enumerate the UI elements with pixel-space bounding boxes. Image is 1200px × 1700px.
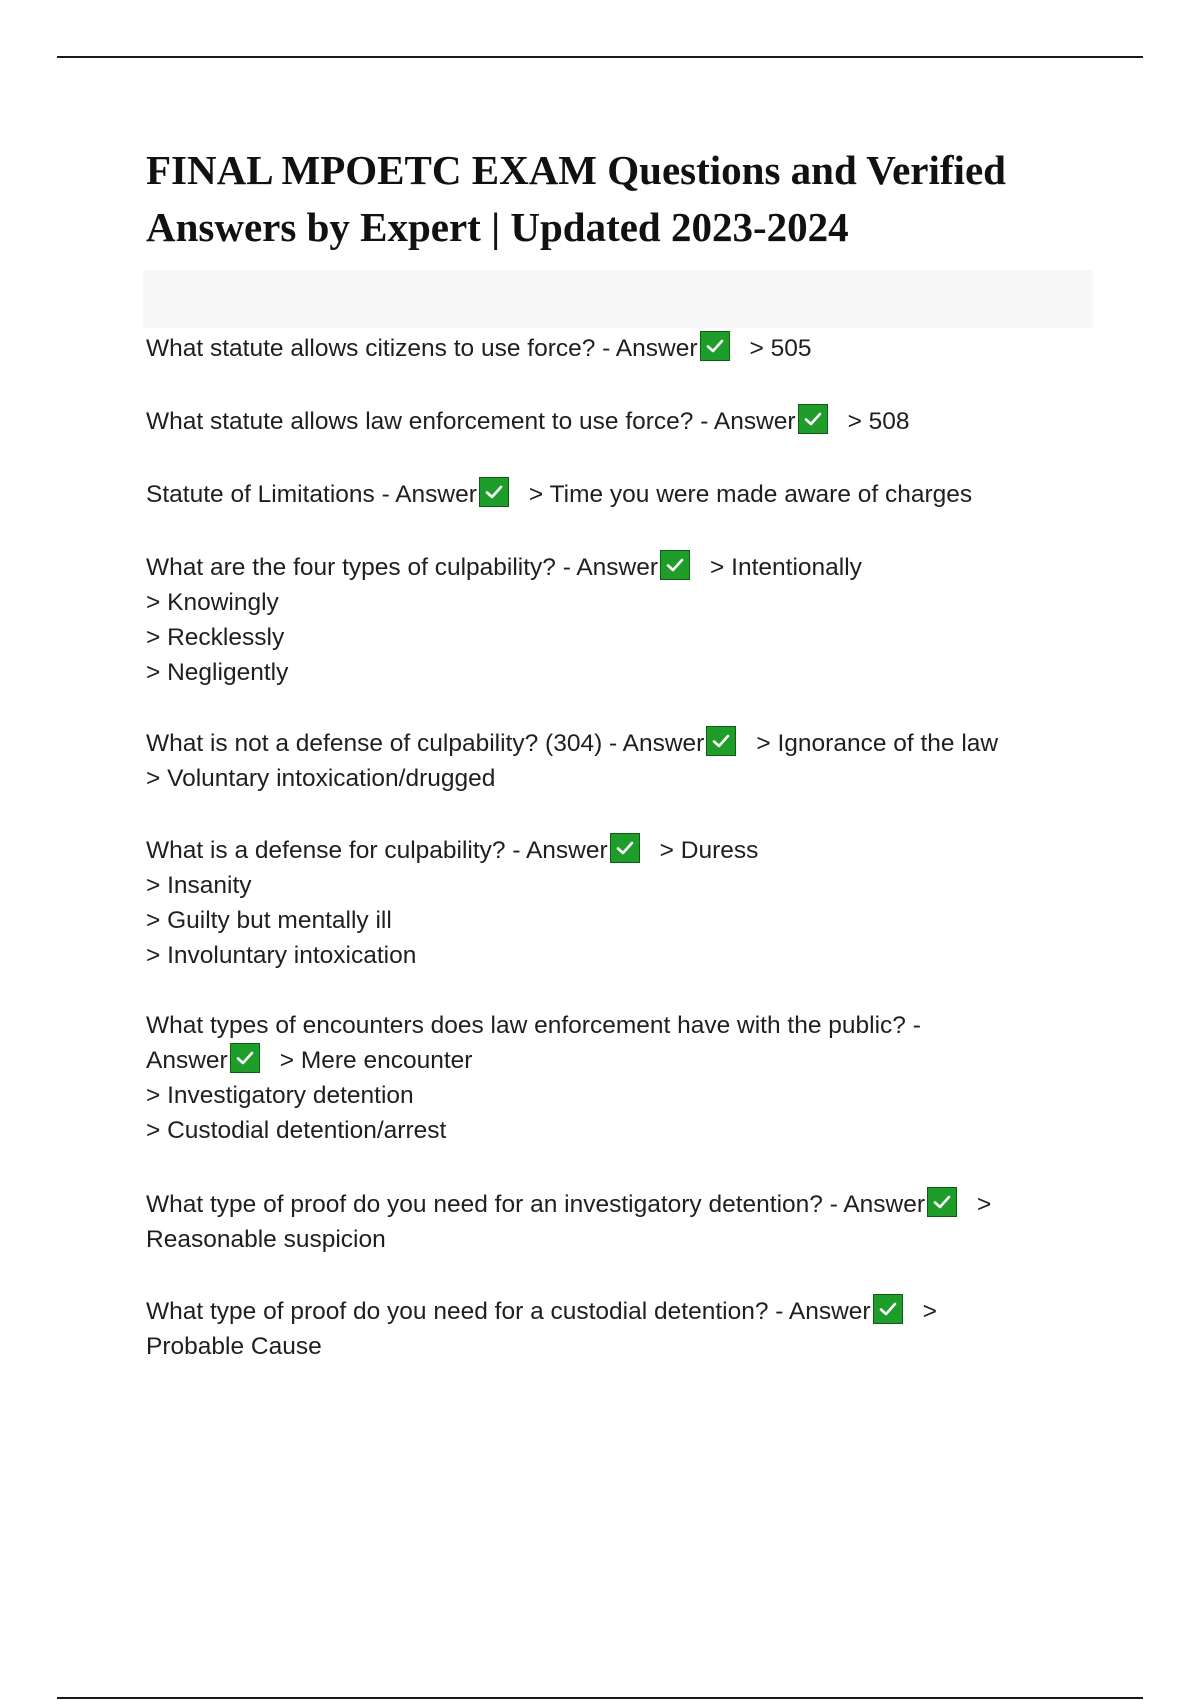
- qa-item: [146, 833, 1106, 973]
- answer-text: >: [922, 1298, 937, 1325]
- question-line: [146, 1294, 1106, 1329]
- shaded-band: [143, 270, 1093, 328]
- answer-line: > Insanity: [146, 872, 252, 899]
- top-rule: [57, 56, 1143, 58]
- check-mark-icon: [610, 833, 640, 863]
- check-mark-icon: [700, 331, 730, 361]
- answer-line: Reasonable suspicion: [146, 1226, 386, 1253]
- check-mark-icon: [927, 1187, 957, 1217]
- question-text: What are the four types of culpability? - Answer: [146, 554, 659, 581]
- check-mark-icon: [873, 1294, 903, 1324]
- question-text: What statute allows law enforcement to use force? - Answer: [146, 408, 796, 435]
- bottom-rule: [57, 1697, 1143, 1699]
- question-text: Statute of Limitations - Answer: [146, 481, 477, 508]
- question-text: Answer: [146, 1047, 228, 1074]
- check-mark-icon: [798, 404, 828, 434]
- answer-text: > 505: [749, 335, 812, 362]
- qa-item: [146, 477, 1106, 512]
- answer-text: > Intentionally: [710, 554, 862, 581]
- answer-line: > Recklessly: [146, 624, 285, 651]
- qa-item: [146, 1187, 1106, 1257]
- question-line: [146, 726, 1106, 761]
- document-title: FINAL MPOETC EXAM Questions and Verified Answers by Expert | Updated 2023-2024: [146, 147, 1006, 250]
- question-line: [146, 550, 1106, 585]
- question-text: What types of encounters does law enforcement have with the public? -: [146, 1012, 921, 1039]
- answer-line: > Knowingly: [146, 589, 279, 616]
- check-mark-icon: [706, 726, 736, 756]
- answer-line: > Investigatory detention: [146, 1082, 414, 1109]
- qa-item: [146, 550, 1106, 690]
- answer-text: > Time you were made aware of charges: [528, 481, 973, 508]
- question-line: [146, 833, 1106, 868]
- check-mark-icon: [479, 477, 509, 507]
- answer-line: > Involuntary intoxication: [146, 942, 417, 969]
- answer-text: > Duress: [659, 837, 759, 864]
- answer-text: > 508: [847, 408, 910, 435]
- check-mark-icon: [660, 550, 690, 580]
- question-text: What is a defense for culpability? - Answer: [146, 837, 608, 864]
- check-mark-icon: [230, 1043, 260, 1073]
- answer-line: > Negligently: [146, 659, 289, 686]
- question-line: [146, 1043, 1106, 1078]
- answer-text: > Ignorance of the law: [756, 730, 999, 757]
- qa-item: [146, 1294, 1106, 1364]
- qa-item: [146, 404, 1106, 439]
- answer-line: > Guilty but mentally ill: [146, 907, 392, 934]
- question-text: What type of proof do you need for a custodial detention? - Answer: [146, 1298, 871, 1325]
- question-text: What is not a defense of culpability? (304) - Answer: [146, 730, 705, 757]
- question-text: What statute allows citizens to use force? - Answer: [146, 335, 698, 362]
- answer-line: > Custodial detention/arrest: [146, 1117, 447, 1144]
- qa-item: [146, 726, 1106, 796]
- answer-line: > Voluntary intoxication/drugged: [146, 765, 496, 792]
- qa-item: [146, 331, 1106, 366]
- answer-text: > Mere encounter: [279, 1047, 473, 1074]
- answer-text: >: [977, 1191, 992, 1218]
- question-line: [146, 1187, 1106, 1222]
- question-line: [146, 331, 1106, 366]
- answer-line: Probable Cause: [146, 1333, 322, 1360]
- question-line: [146, 477, 1106, 512]
- question-text: What type of proof do you need for an investigatory detention? - Answer: [146, 1191, 926, 1218]
- qa-item: [146, 1008, 1106, 1148]
- question-line: [146, 404, 1106, 439]
